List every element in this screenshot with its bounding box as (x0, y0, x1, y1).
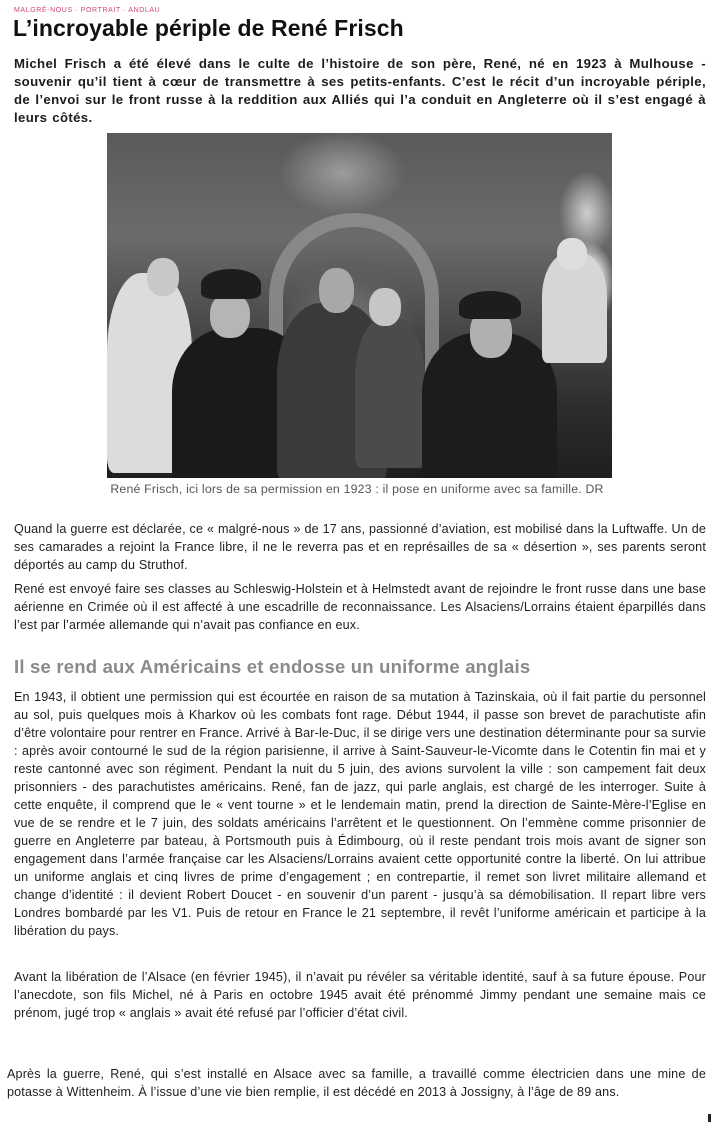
family-photo (107, 133, 612, 478)
photo-face (319, 268, 354, 313)
photo-face (147, 258, 179, 296)
photo-face (210, 293, 250, 338)
body-paragraph: René est envoyé faire ses classes au Schleswig-Holstein et à Helmstedt avant de rejoindre le front russe dans une base aérienne en Crimée où il est affecté à une escadrille de reconnaissance. Les Alsaciens/Lorrains étaient éparpillés dans l’est par l’armée allemande qui n’avait pas confiance en eux. (14, 582, 706, 632)
body-paragraph: En 1943, il obtient une permission qui est écourtée en raison de sa mutation à Tazinskaia, où il fait partie du personnel au sol, puis quelques mois à Kharkov où les combats font rage. Début 1944, il passe son brevet de parachutiste afin d’être volontaire pour rentrer en France. Arrivé à Bar-le-Duc, il se dirige vers une destination déterminante pour sa survie : après avoir contourné le sud de la région parisienne, il arrive à Saint-Sauveur-le-Vicomte dans le Cotentin fin mai et y reste cantonné avec son régiment. Pendant la nuit du 5 juin, des avions survolent la ville : son campement fait deux prisonniers - des parachutistes américains. René, fan de jazz, qui parle anglais, est chargé de les interroger. Suite à cette enquête, il comprend que le « vent tourne » et le lendemain matin, prend la direction de Sainte-Mère-l’Eglise en vue de se rendre et le 7 juin, des soldats américains l’arrêtent et le questionnent. On l’emmène comme prisonnier de guerre en Angleterre par bateau, à Portsmouth puis à Édimbourg, où il reste pendant trois mois avant de signer son engagement dans l’armée française car les Alsaciens/Lorrains avaient cette opportunité contre la liberté. On lui attribue un uniforme anglais et cinq livres de prime d’engagement ; en contrepartie, il remet son livret militaire allemand et change d’identité : il devient Robert Doucet - en souvenir d’un parent - jusqu’à sa démobilisation. Il repart libre vers Londres bombardé par les V1. Puis de retour en France le 21 septembre, il revêt l’uniforme américain et participe à la libération du pays. (14, 690, 706, 938)
photo-caption: René Frisch, ici lors de sa permission en 1923 : il pose en uniforme avec sa famille. DR (110, 482, 604, 496)
section-subheading: Il se rend aux Américains et endosse un uniforme anglais (14, 656, 531, 677)
article-kicker: MALGRÉ-NOUS · PORTRAIT · ANDLAU (14, 7, 161, 14)
photo-face (557, 238, 587, 270)
body-paragraph: Quand la guerre est déclarée, ce « malgré-nous » de 17 ans, passionné d’aviation, est mobilisé dans la Luftwaffe. Un de ses camarades a rejoint la France libre, il ne le reverra pas et en représailles de sa « désertion », ses parents seront déportés au camp du Struthof. (14, 522, 706, 572)
article-lead: Michel Frisch a été élevé dans le culte de l’histoire de son père, René, né en 1923 à Mulhouse - souvenir qu’il tient à cœur de transmettre à ses petits-enfants. C’est le récit d’un incroyable périple, de l’envoi sur le front russe à la reddition aux Alliés qui l’a conduit en Angleterre où il s’est engagé à leurs côtés. (14, 56, 706, 125)
photo-figure-child (355, 318, 425, 468)
article-title: L’incroyable périple de René Frisch (13, 15, 404, 41)
closing-paragraph: Après la guerre, René, qui s’est installé en Alsace avec sa famille, a travaillé comme électricien dans une mine de potasse à Wittenheim. À l’issue d’une vie bien remplie, il est décédé en 2013 à Jossigny, à l’âge de 89 ans. (7, 1067, 706, 1099)
body-paragraph: Avant la libération de l’Alsace (en février 1945), il n’avait pu révéler sa véritable identité, sauf à sa future épouse. Pour l’anecdote, son fils Michel, né à Paris en octobre 1945 avait été prénommé Jimmy pendant une semaine mais ce prénom, jugé trop « anglais » avait été refusé par l’officier d’état civil. (14, 970, 706, 1020)
photo-hat (201, 269, 261, 299)
page-edge-mark (708, 1114, 711, 1122)
photo-face (369, 288, 401, 326)
photo-hat (459, 291, 521, 319)
